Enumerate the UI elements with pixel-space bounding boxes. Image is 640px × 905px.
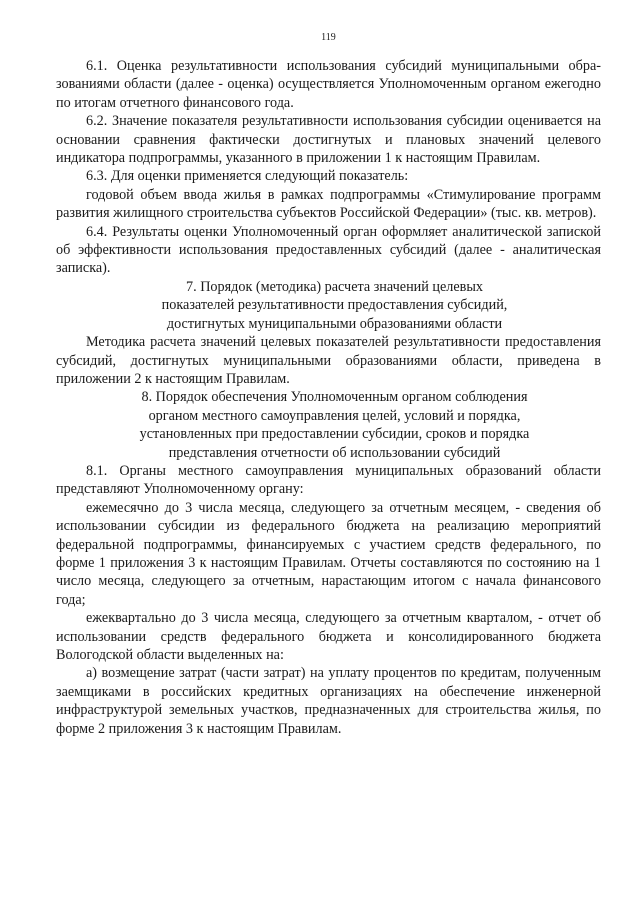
section-8-heading-line: представления отчетности об использовании субсидий	[168, 444, 501, 461]
paragraph-8-1-item-a: а) возмещение затрат (части затрат) на уплату процентов по кредитам, полученным заемщиками в российских кредитных организациях на обеспечение инженерной инфраструктурой земельных участков, предназначенных для строительства жилья, по форме 2 приложения 3 к настоящим Правилам.	[56, 665, 601, 737]
paragraph-8-1-monthly: ежемесячно до 3 числа месяца, следующего за отчетным месяцем, - сведения об использовании субсидии из федерального бюджета на реализацию мероприятий федеральной подпрограммы, финансируемых с участием средств федерального, по форме 1 приложения 3 к настоящим Правилам. Отчеты составляются по состоянию на 1 число месяца, следующего за отчетным, нарастающим итогом с начала финансового года;	[56, 499, 601, 608]
paragraph-8-1: 8.1. Органы местного самоуправления муниципальных образований области представляют Уполномоченному органу:	[56, 462, 601, 498]
paragraph-8-1-quarterly: ежеквартально до 3 числа месяца, следующего за отчетным кварталом, - отчет об использовании средств федерального бюджета и консолидированного бюджета Вологодской области выделенных на:	[56, 610, 601, 663]
document-page	[56, 0, 601, 905]
section-8-heading	[56, 388, 601, 462]
paragraph-6-3: 6.3. Для оценки применяется следующий показатель:	[86, 168, 409, 185]
section-7-heading-line: показателей результативности предоставления субсидий,	[161, 297, 508, 314]
section-7-heading-line: 7. Порядок (методика) расчета значений целевых	[186, 278, 483, 295]
paragraph-6-1: 6.1. Оценка результативности использования субсидий муниципальными образованиями области (далее - оценка) осуществляется Уполномоченным органом ежегодно по итогам отчетного финансового года.	[56, 58, 601, 111]
section-7-heading	[56, 278, 601, 333]
section-8-heading-line: 8. Порядок обеспечения Уполномоченным органом соблюдения	[141, 389, 528, 406]
paragraph-6-4: 6.4. Результаты оценки Уполномоченный орган оформляет аналитической запиской об эффективности использования предоставленных субсидий (далее - аналитическая записка).	[56, 223, 601, 277]
section-8-heading-line: установленных при предоставлении субсидии, сроков и порядка	[139, 426, 530, 443]
paragraph-7-method: Методика расчета значений целевых показателей результативности предоставления субсидий, достигнутых муниципальными образованиями области, приведена в приложении 2 к настоящим Правилам.	[56, 334, 601, 387]
document-body	[56, 57, 601, 738]
section-8-heading-line: органом местного самоуправления целей, условий и порядка,	[148, 407, 521, 424]
page-number: 119	[321, 32, 336, 43]
paragraph-6-2: 6.2. Значение показателя результативности использования субсидии оценивается на основании сравнения фактически достигнутых и плановых значений целевого индикатора подпрограммы, указанного в приложении 1 к настоящим Правилам.	[56, 113, 601, 167]
paragraph-6-3-indicator: годовой объем ввода жилья в рамках подпрограммы «Стимулирование программ развития жилищного строительства субъектов Российской Федерации» (тыс. кв. метров).	[56, 186, 601, 222]
section-7-heading-line: достигнутых муниципальными образованиями области	[166, 315, 503, 332]
